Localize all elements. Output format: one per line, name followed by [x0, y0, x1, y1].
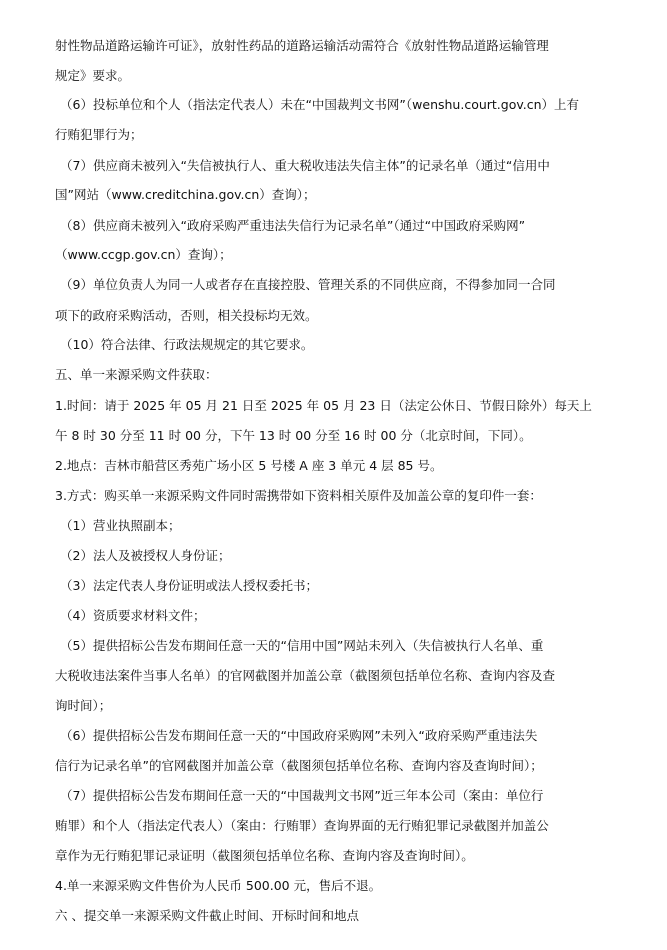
text-line: 询时间）； — [55, 698, 112, 713]
text-line: 4.单一来源采购文件售价为人民币 500.00 元，售后不退。 — [55, 878, 382, 893]
text-line: 行贿犯罪行为； — [55, 127, 143, 142]
section-heading: 六 、提交单一来源采购文件截止时间、开标时间和地点 — [55, 908, 359, 923]
text-line: （4）资质要求材料文件； — [60, 608, 206, 623]
section-heading: 五、单一来源采购文件获取： — [55, 367, 218, 382]
text-line: （6）提供招标公告发布期间任意一天的“中国政府采购网”未列入“政府采购严重违法失 — [60, 728, 538, 743]
text-line: 大税收违法案件当事人名单）的官网截图并加盖公章（截图须包括单位名称、查询内容及查 — [55, 668, 556, 683]
text-line: （1）营业执照副本； — [60, 518, 181, 533]
text-line: （2）法人及被授权人身份证； — [60, 548, 231, 563]
text-line: （6）投标单位和个人（指法定代表人）未在“中国裁判文书网”（wenshu.court.gov.cn）上有 — [60, 97, 580, 112]
text-line: （3）法定代表人身份证明或法人授权委托书； — [60, 578, 318, 593]
text-line: （10）符合法律、行政法规规定的其它要求。 — [60, 337, 314, 352]
text-line: （7）提供招标公告发布期间任意一天的“中国裁判文书网”近三年本公司（案由：单位行 — [60, 788, 544, 803]
text-line: 午 8 时 30 分至 11 时 00 分，下午 13 时 00 分至 16 时 00 分（北京时间，下同）。 — [55, 428, 532, 443]
text-line: （7）供应商未被列入“失信被执行人、重大税收违法失信主体”的记录名单（通过“信用中 — [60, 158, 550, 173]
text-line: 3.方式：购买单一来源采购文件同时需携带如下资料相关原件及加盖公章的复印件一套： — [55, 488, 542, 503]
text-line: 1.时间：请于 2025 年 05 月 21 日至 2025 年 05 月 23 日（法定公休日、节假日除外）每天上 — [55, 398, 592, 413]
text-line: （www.ccgp.gov.cn）查询）； — [55, 247, 232, 262]
text-line: （5）提供招标公告发布期间任意一天的“信用中国”网站未列入（失信被执行人名单、重 — [60, 638, 544, 653]
text-line: （8）供应商未被列入“政府采购严重违法失信行为记录名单”（通过“中国政府采购网” — [60, 218, 526, 233]
text-line: （9）单位负责人为同一人或者存在直接控股、管理关系的不同供应商，不得参加同一合同 — [60, 277, 556, 292]
text-line: 章作为无行贿犯罪记录证明（截图须包括单位名称、查询内容及查询时间）。 — [55, 848, 474, 863]
text-line: 2.地点：吉林市船营区秀苑广场小区 5 号楼 A 座 3 单元 4 层 85 号。 — [55, 458, 443, 473]
text-line: 国”网站（www.creditchina.gov.cn）查询）； — [55, 187, 316, 202]
text-line: 信行为记录名单”的官网截图并加盖公章（截图须包括单位名称、查询内容及查询时间）； — [55, 758, 543, 773]
text-line: 贿罪）和个人（指法定代表人）（案由：行贿罪）查询界面的无行贿犯罪记录截图并加盖公 — [55, 818, 549, 833]
text-line: 射性物品道路运输许可证》，放射性药品的道路运输活动需符合《放射性物品道路运输管理 — [55, 38, 549, 53]
text-line: 规定》要求。 — [55, 68, 131, 83]
text-line: 项下的政府采购活动，否则，相关投标均无效。 — [55, 308, 318, 323]
